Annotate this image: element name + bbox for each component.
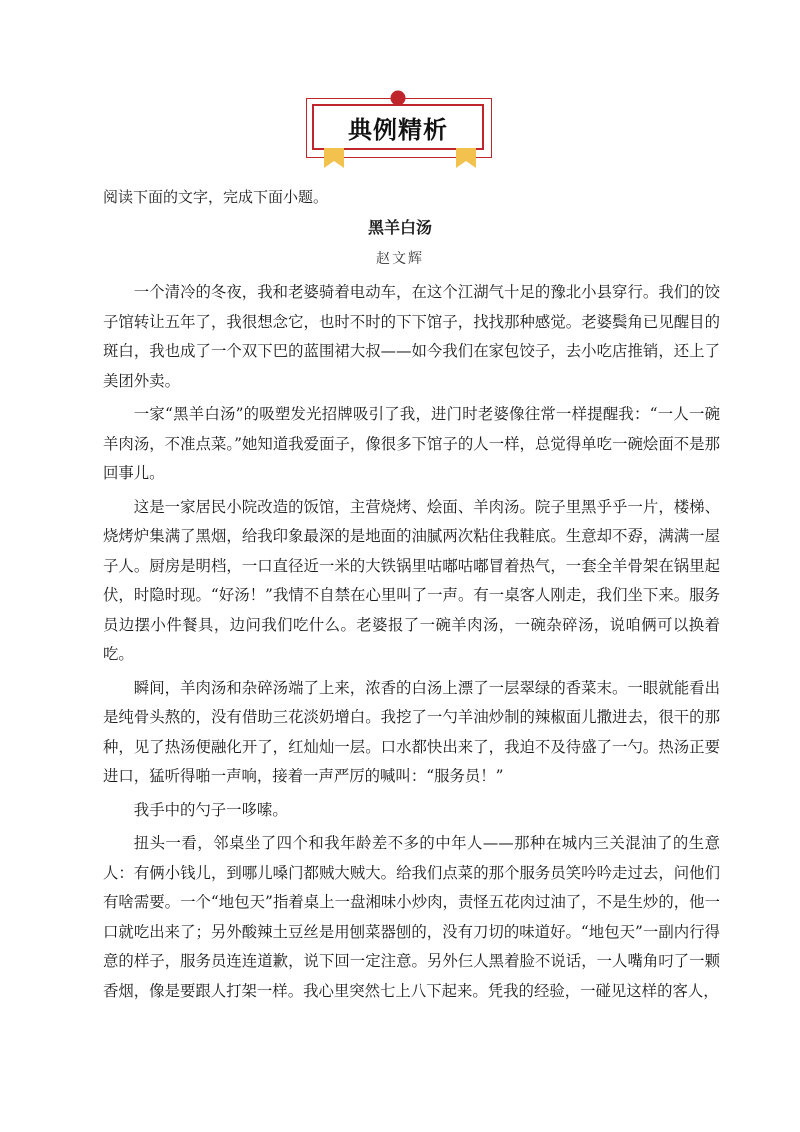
paragraph: 这是一家居民小院改造的饭馆，主营烧烤、烩面、羊肉汤。院子里黑乎乎一片，楼梯、烧烤炉集满了黑烟，给我印象最深的是地面的油腻两次粘住我鞋底。生意却不孬，满满一屋子人。厨房是明档，一口直径近一米的大铁锅里咕嘟咕嘟冒着热气，一套全羊骨架在锅里起伏，时隐时现。“好汤！”我情不自禁在心里叫了一声。有一桌客人刚走，我们坐下来。服务员边摆小件餐具，边问我们吃什么。老婆报了一碗羊肉汤，一碗杂碎汤，说咱俩可以换着吃。 <box>103 497 720 663</box>
paragraph: 瞬间，羊肉汤和杂碎汤端了上来，浓香的白汤上漂了一层翠绿的香菜末。一眼就能看出是纯骨头熬的，没有借助三花淡奶增白。我挖了一勺羊油炒制的辣椒面儿撒进去，很干的那种，见了热汤便融化开了，红灿灿一层。口水都快出来了，我迫不及待盛了一勺。热汤正要进口，猛听得啪一声响，接着一声严厉的喊叫：“服务员！” <box>103 678 720 785</box>
article-body <box>103 278 720 1010</box>
section-header-badge <box>306 98 492 158</box>
section-title: 典例精析 <box>348 115 448 144</box>
instruction-text: 阅读下面的文字，完成下面小题。 <box>103 188 329 206</box>
paragraph: 扭头一看，邻桌坐了四个和我年龄差不多的中年人——那种在城内三关混油了的生意人：有俩小钱儿，到哪儿嗓门都贼大贼大。给我们点菜的那个服务员笑吟吟走过去，问他们有啥需要。一个“地包天”指着桌上一盘湘味小炒肉，责怪五花肉过油了，不是生炒的，他一口就吃出来了；另外酸辣土豆丝是用刨菜器刨的，没有刀切的味道好。“地包天”一副内行得意的样子，服务员连连道歉，说下回一定注意。另外仨人黑着脸不说话，一人嘴角叼了一颗香烟，像是要跟人打架一样。我心里突然七上八下起来。凭我的经验，一碰见这样的客人， <box>103 834 720 1000</box>
right-ribbon-icon <box>454 146 478 170</box>
article-title: 黑羊白汤 <box>367 218 432 237</box>
paragraph: 一个清冷的冬夜，我和老婆骑着电动车，在这个江湖气十足的豫北小县穿行。我们的饺子馆转让五年了，我很想念它，也时不时的下下馆子，找找那种感觉。老婆鬓角已见醒目的斑白，我也成了一个双下巴的蓝围裙大叔——如今我们在家包饺子，去小吃店推销，还上了美团外卖。 <box>103 283 720 390</box>
paragraph: 一家“黑羊白汤”的吸塑发光招牌吸引了我，进门时老婆像往常一样提醒我：“一人一碗羊肉汤，不准点菜。”她知道我爱面子，像很多下馆子的人一样，总觉得单吃一碗烩面不是那回事儿。 <box>103 405 720 482</box>
paragraph: 我手中的勺子一哆嗦。 <box>133 800 288 819</box>
article-author: 赵文辉 <box>376 251 424 267</box>
badge-inner-frame <box>312 104 484 150</box>
left-ribbon-icon <box>322 146 346 170</box>
red-dot-icon <box>390 90 406 106</box>
